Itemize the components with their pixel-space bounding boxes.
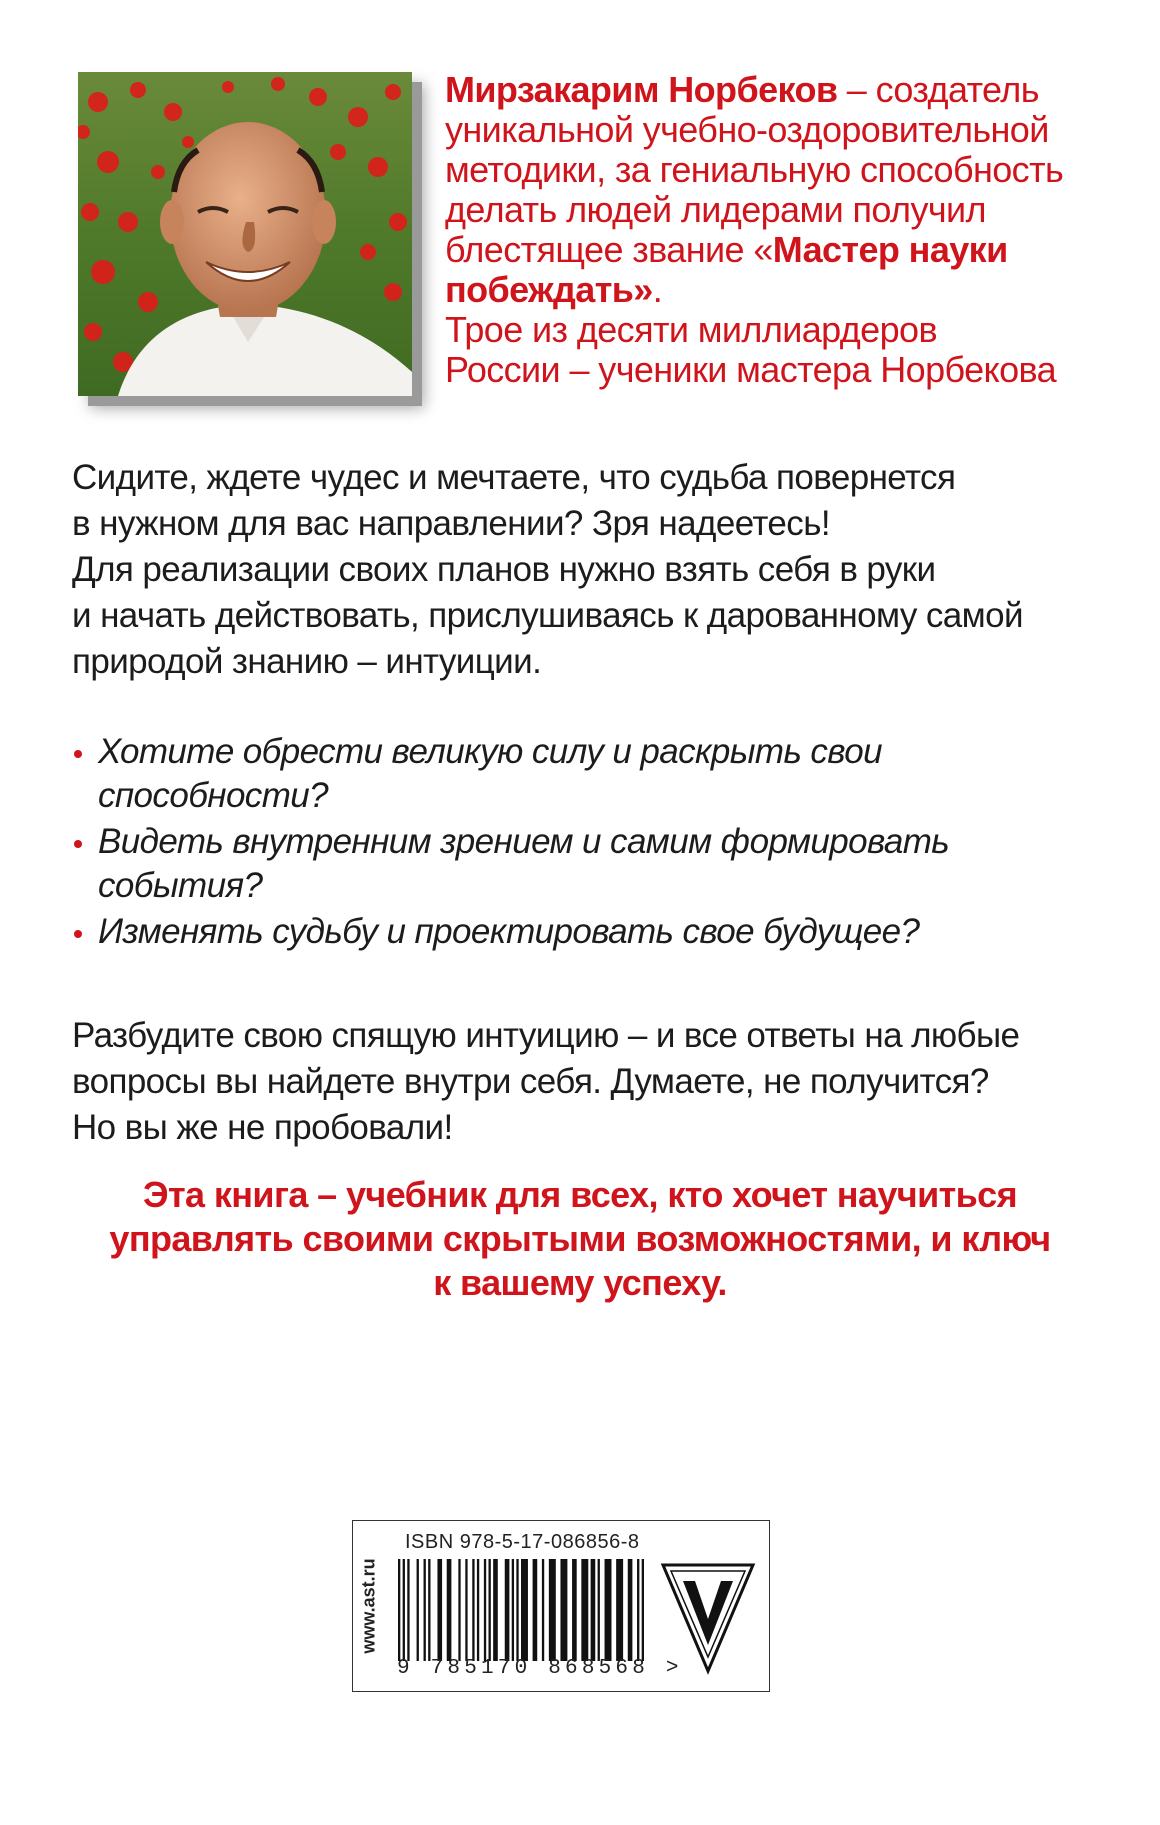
barcode-bar <box>398 1559 400 1661</box>
bullet-item <box>72 730 1092 818</box>
barcode-bar <box>472 1559 474 1661</box>
bio-line <box>445 70 1145 110</box>
bio-line <box>445 350 1145 390</box>
isbn-label: ISBN 978-5-17-086856-8 <box>405 1531 640 1553</box>
bio-bold-text: Мирзакарим Норбеков <box>445 69 838 110</box>
barcode-bar <box>477 1559 479 1661</box>
bio-line <box>445 150 1145 190</box>
barcode-bar <box>465 1559 467 1661</box>
bio-line <box>445 230 1145 270</box>
barcode-bar <box>493 1559 498 1661</box>
barcode-bar <box>616 1559 623 1661</box>
outro-paragraph <box>72 1013 1092 1151</box>
barcode-bar <box>572 1559 577 1661</box>
intro-line: Для реализации своих планов нужно взять себя в руки <box>72 550 936 589</box>
website-label-wrap <box>355 1531 383 1681</box>
bio-line <box>445 310 1145 350</box>
intro-line: в нужном для вас направлении? Зря надеетесь! <box>72 504 830 543</box>
author-photo <box>78 72 412 396</box>
bio-line <box>445 270 1145 310</box>
author-portrait-photo <box>78 72 412 396</box>
bio-text: делать людей лидерами получил <box>445 189 986 230</box>
barcode-bar <box>560 1559 567 1661</box>
barcode-digits: 9 785170 868568 > <box>397 1657 683 1680</box>
barcode-bar <box>428 1559 430 1661</box>
intro-line: Сидите, ждете чудес и мечтаете, что судьба повернется <box>72 458 956 497</box>
barcode-bar <box>437 1559 442 1661</box>
barcode-bar <box>447 1559 452 1661</box>
barcode-bar <box>458 1559 460 1661</box>
website-label: www.ast.ru <box>358 1558 379 1654</box>
bullet-line: Хотите обрести великую силу и раскрыть свои <box>98 732 882 771</box>
barcode-bar <box>484 1559 486 1661</box>
bullet-list <box>72 730 1092 956</box>
tagline-line: управлять своими скрытыми возможностями, и ключ <box>109 1218 1051 1259</box>
bullet-line: события? <box>98 866 263 905</box>
bio-bold-text: Мастер науки <box>772 229 1008 270</box>
bio-text: . <box>652 269 663 310</box>
intro-line: и начать действовать, прислушиваясь к дарованному самой <box>72 596 1023 635</box>
bio-text: Трое из десяти миллиардеров <box>445 309 937 350</box>
barcode-bar <box>542 1559 544 1661</box>
barcode-bar <box>581 1559 588 1661</box>
barcode-bar <box>591 1559 596 1661</box>
outro-line: Но вы же не пробовали! <box>72 1108 453 1147</box>
barcode-bar <box>642 1559 644 1661</box>
bio-text: блестящее звание « <box>445 229 773 270</box>
barcode-bar <box>628 1559 633 1661</box>
bio-text: методики, за гениальную способность <box>445 149 1064 190</box>
barcode-bar <box>521 1559 528 1661</box>
bio-line <box>445 190 1145 230</box>
bullet-line: Изменять судьбу и проектировать свое будущее? <box>98 912 920 951</box>
tagline <box>0 1173 1160 1305</box>
barcode-bar <box>489 1559 491 1661</box>
bullet-item <box>72 910 1092 954</box>
bio-line <box>445 110 1145 150</box>
barcode-bar <box>533 1559 538 1661</box>
barcode-bar <box>417 1559 419 1661</box>
barcode-bar <box>516 1559 518 1661</box>
author-bio <box>445 70 1145 390</box>
barcode-block <box>352 1520 770 1692</box>
barcode-bar <box>403 1559 405 1661</box>
barcode-bar <box>637 1559 639 1661</box>
barcode-bar <box>598 1559 600 1661</box>
publisher-v-triangle-logo-icon <box>659 1559 757 1677</box>
bio-text: – создатель <box>837 69 1039 110</box>
outro-line: Разбудите свою спящую интуицию – и все ответы на любые <box>72 1016 1020 1055</box>
intro-line: природой знанию – интуиции. <box>72 642 542 681</box>
bullet-line: способности? <box>98 776 328 815</box>
bio-text: уникальной учебно-оздоровительной <box>445 109 1049 150</box>
bullet-dot-icon <box>74 930 82 938</box>
bio-bold-text: побеждать» <box>445 269 653 310</box>
bullet-dot-icon <box>74 840 82 848</box>
barcode-bar <box>407 1559 409 1661</box>
bio-text: России – ученики мастера Норбекова <box>445 349 1057 390</box>
intro-paragraph <box>72 455 1092 685</box>
tagline-line: Эта книга – учебник для всех, кто хочет научиться <box>142 1174 1018 1215</box>
barcode-bar <box>512 1559 514 1661</box>
barcode-bar <box>505 1559 510 1661</box>
barcode-bar <box>605 1559 612 1661</box>
outro-line: вопросы вы найдете внутри себя. Думаете, не получится? <box>72 1062 989 1101</box>
bullet-item <box>72 820 1092 908</box>
tagline-line: к вашему успеху. <box>433 1262 727 1303</box>
barcode-bar <box>424 1559 426 1661</box>
barcode-bars <box>398 1559 644 1661</box>
barcode-bar <box>549 1559 556 1661</box>
bullet-line: Видеть внутренним зрением и самим формировать <box>98 822 950 861</box>
bullet-dot-icon <box>74 750 82 758</box>
